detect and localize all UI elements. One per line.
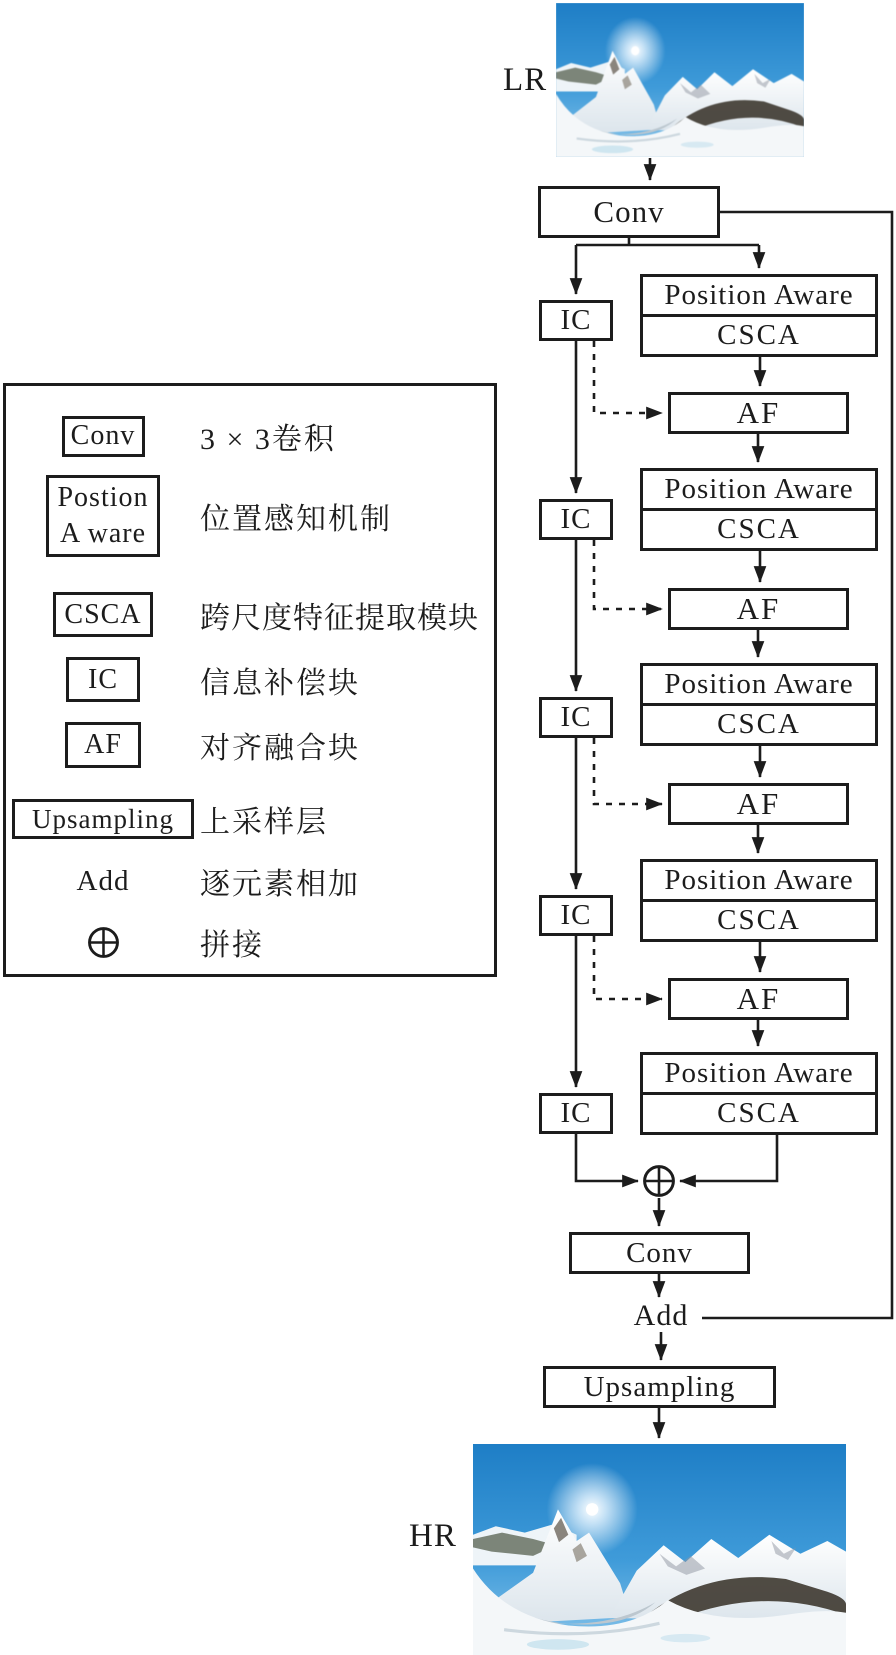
position-aware-csca-unit — [640, 859, 878, 942]
position-aware-cell: Position Aware — [664, 864, 854, 896]
csca-cell: CSCA — [643, 508, 875, 548]
legend-af-box: AF — [65, 722, 141, 768]
legend-row-upsampling — [6, 797, 494, 841]
ic-box: IC — [539, 300, 613, 341]
upsampling-box: Upsampling — [543, 1366, 776, 1408]
legend-row-csca — [6, 592, 494, 637]
legend-concat-label: 拼接 — [200, 929, 264, 962]
ic-box: IC — [539, 895, 613, 936]
position-aware-cell: Position Aware — [664, 279, 854, 311]
legend-add-label: 逐元素相加 — [200, 868, 360, 901]
legend-row-position-aware — [6, 475, 494, 557]
csca-cell: CSCA — [643, 314, 875, 354]
csca-cell: CSCA — [643, 899, 875, 939]
legend-add-symbol: Add — [76, 864, 130, 897]
lr-label: LR — [503, 62, 548, 98]
legend-row-conv — [6, 414, 494, 458]
csca-cell: CSCA — [643, 703, 875, 743]
af-box: AF — [668, 978, 849, 1020]
af-box: AF — [668, 392, 849, 434]
position-aware-csca-unit — [640, 468, 878, 551]
legend-csca-label: 跨尺度特征提取模块 — [200, 601, 479, 635]
ic-box: IC — [539, 1093, 613, 1134]
legend-ic-label: 信息补偿块 — [200, 666, 360, 700]
conv-top-box: Conv — [538, 186, 720, 238]
legend-ic-box: IC — [66, 657, 140, 702]
legend-position-aware-line2: A ware — [59, 518, 147, 549]
legend-position-aware-label: 位置感知机制 — [200, 503, 392, 536]
position-aware-csca-unit — [640, 274, 878, 357]
legend-af-label: 对齐融合块 — [200, 732, 360, 765]
ic-box: IC — [539, 499, 613, 540]
legend-row-add — [6, 864, 494, 901]
af-box: AF — [668, 783, 849, 825]
legend-csca-box: CSCA — [53, 592, 153, 637]
conv-bottom-box: Conv — [569, 1232, 750, 1274]
legend-row-af — [6, 722, 494, 768]
position-aware-csca-unit — [640, 1052, 878, 1135]
position-aware-csca-unit — [640, 663, 878, 746]
position-aware-cell: Position Aware — [664, 668, 854, 700]
hr-label: HR — [409, 1518, 457, 1554]
legend-circle-plus-icon — [87, 926, 120, 959]
lr-input-image — [556, 3, 804, 157]
legend-row-ic — [6, 657, 494, 702]
legend-position-aware-line1: Postion — [57, 482, 149, 513]
ic-box: IC — [539, 697, 613, 738]
legend-upsampling-label: 上采样层 — [200, 806, 328, 839]
legend-box — [3, 383, 497, 977]
position-aware-cell: Position Aware — [664, 1057, 854, 1089]
legend-upsampling-box: Upsampling — [12, 799, 194, 839]
hr-output-image — [473, 1444, 846, 1655]
concat-circle-plus-node — [642, 1164, 676, 1198]
legend-conv-box: Conv — [62, 416, 145, 457]
mountain-panorama-graphic — [556, 3, 804, 157]
position-aware-cell: Position Aware — [664, 473, 854, 505]
legend-row-concat — [6, 925, 494, 962]
af-box: AF — [668, 588, 849, 630]
legend-conv-label: 3 × 3卷积 — [200, 423, 336, 456]
csca-cell: CSCA — [643, 1092, 875, 1132]
add-node: Add — [633, 1299, 689, 1332]
mountain-panorama-graphic — [473, 1444, 846, 1655]
